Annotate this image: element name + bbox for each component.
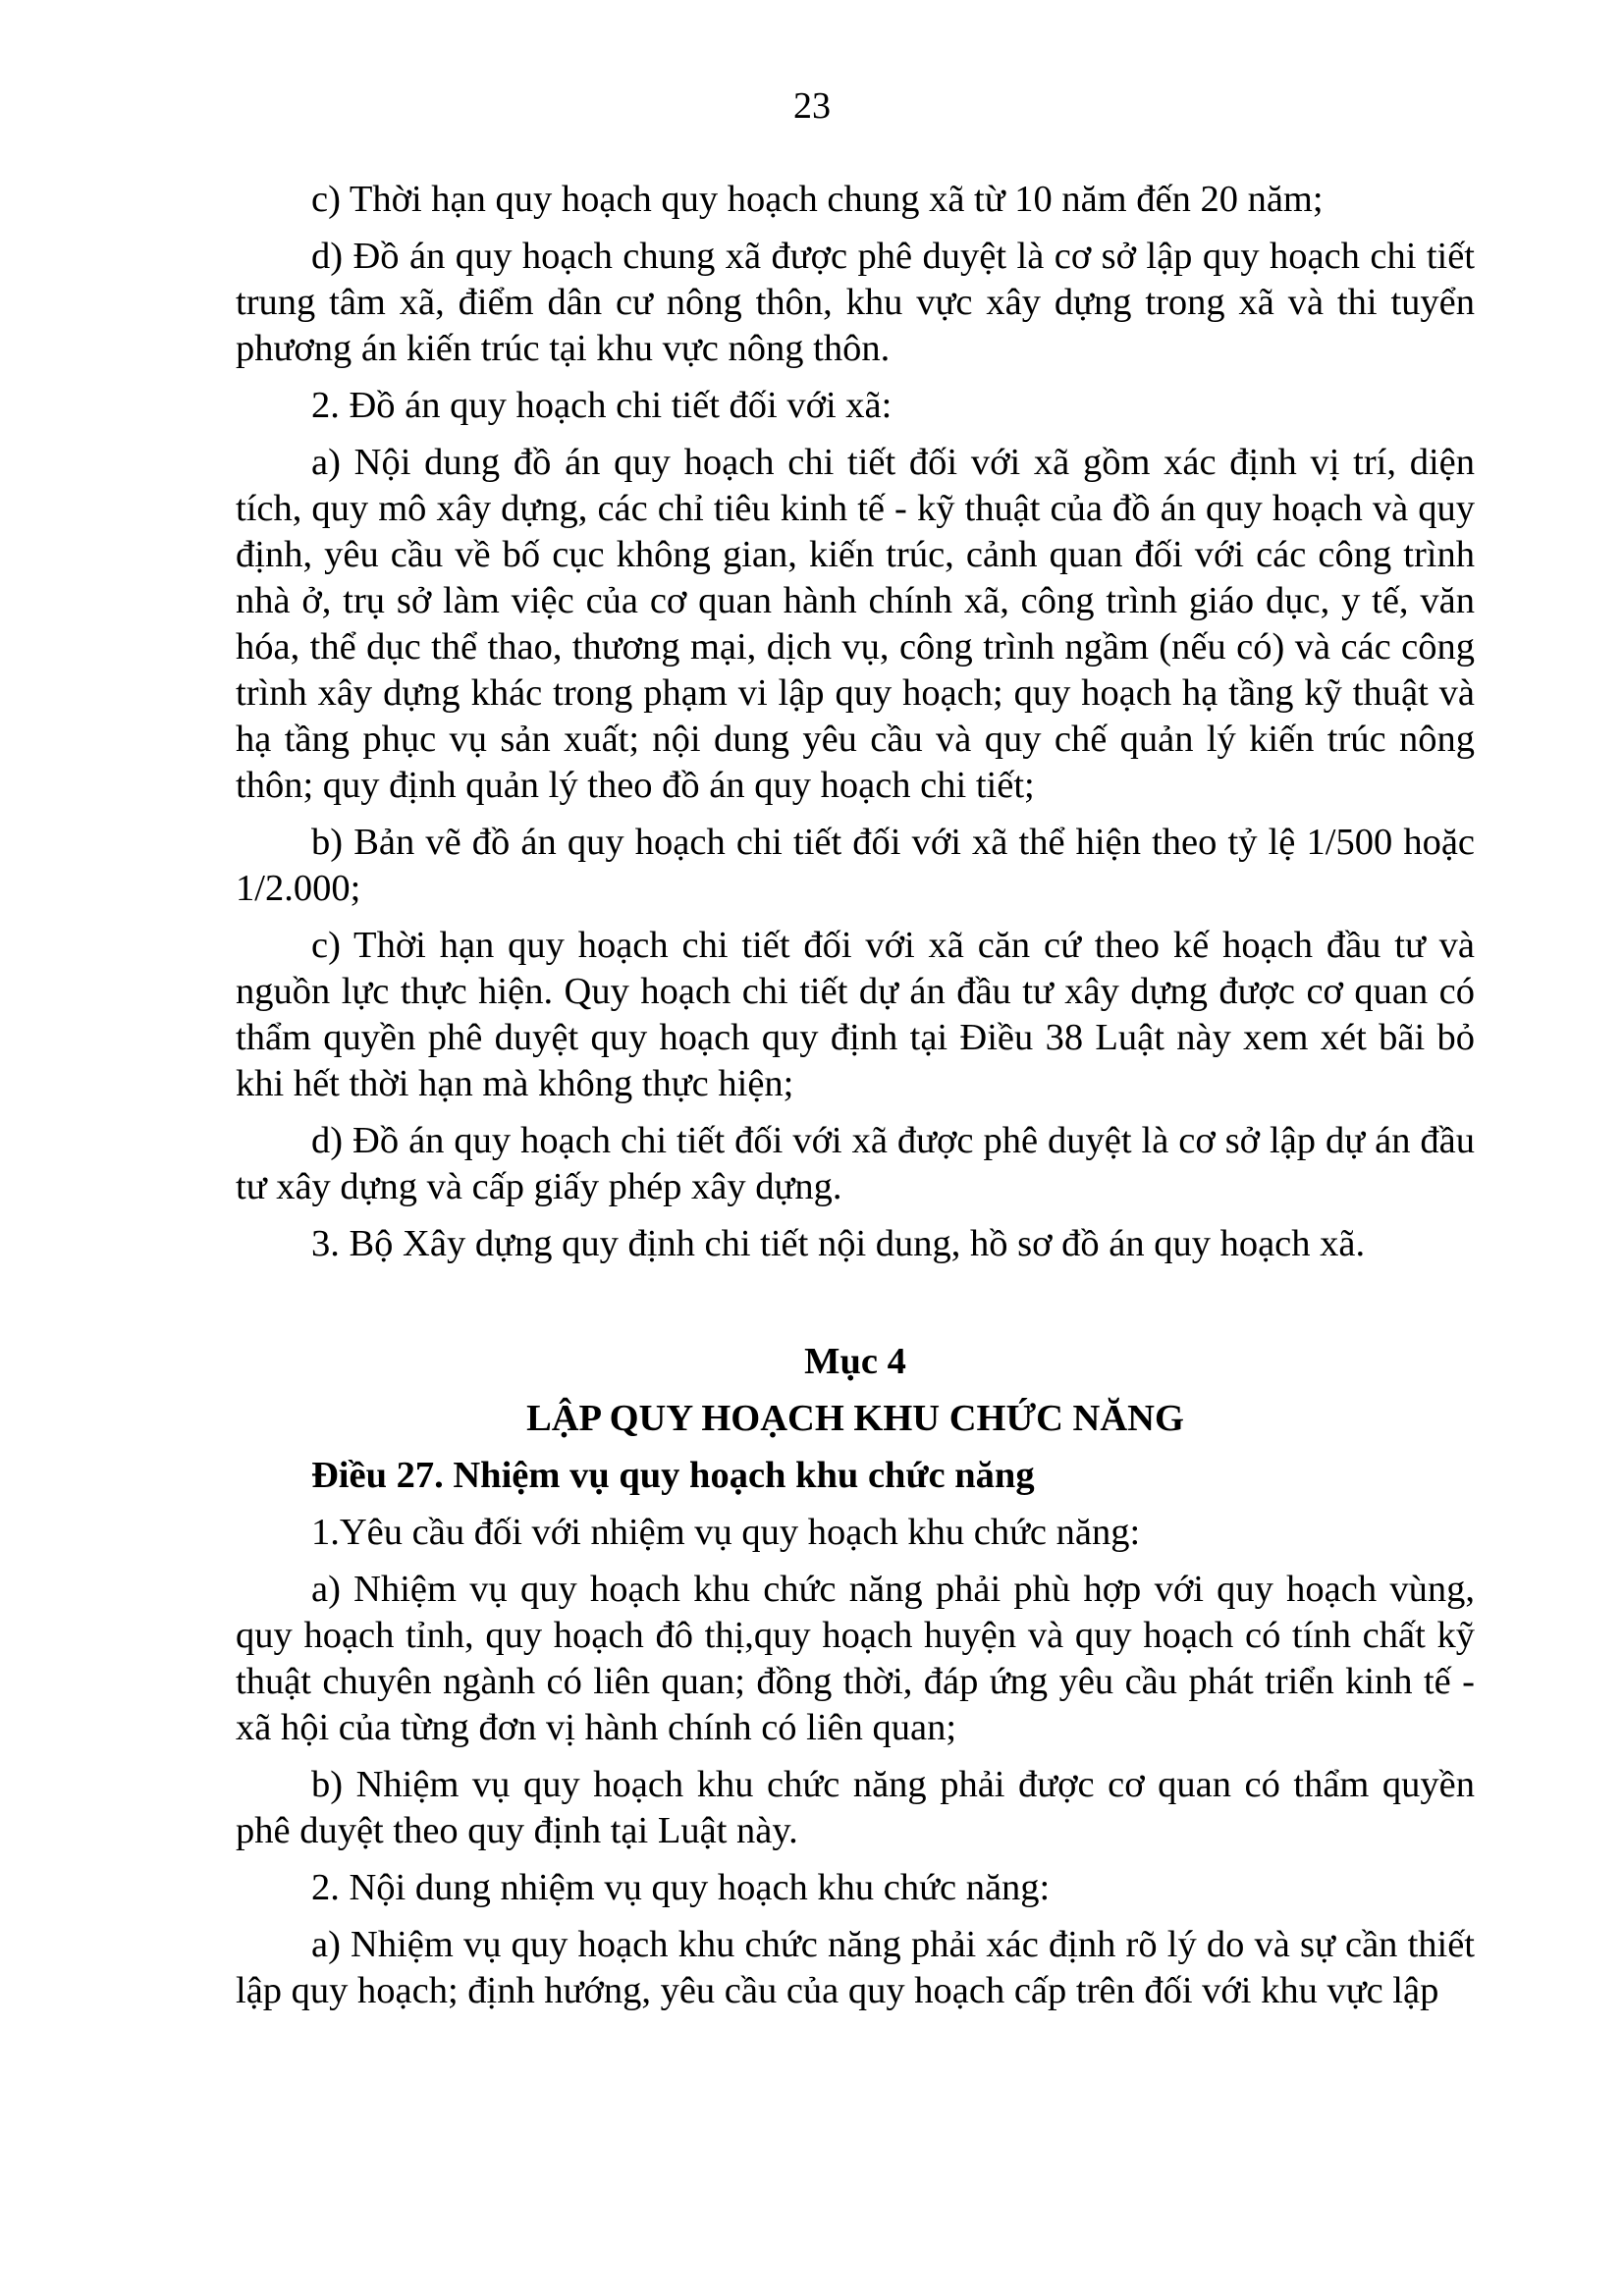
article-heading: Điều 27. Nhiệm vụ quy hoạch khu chức năng <box>311 1455 1035 1496</box>
document-body <box>236 177 1475 2025</box>
paragraph: c) Thời hạn quy hoạch chi tiết đối với xã căn cứ theo kế hoạch đầu tư và nguồn lực thực hiện. Quy hoạch chi tiết dự án đầu tư xây dựng được cơ quan có thẩm quyền phê duyệt quy hoạch quy định tại Điều 38 Luật này xem xét bãi bỏ khi hết thời hạn mà không thực hiện; <box>236 925 1475 1104</box>
section-number: Mục 4 <box>804 1341 906 1382</box>
paragraph: 2. Đồ án quy hoạch chi tiết đối với xã: <box>311 385 893 426</box>
paragraph: a) Nội dung đồ án quy hoạch chi tiết đối với xã gồm xác định vị trí, diện tích, quy mô xây dựng, các chỉ tiêu kinh tế - kỹ thuật của đồ án quy hoạch và quy định, yêu cầu về bố cục không gian, kiến trúc, cảnh quan đối với các công trình nhà ở, trụ sở làm việc của cơ quan hành chính xã, công trình giáo dục, y tế, văn hóa, thể dục thể thao, thương mại, dịch vụ, công trình ngầm (nếu có) và các công trình xây dựng khác trong phạm vi lập quy hoạch; quy hoạch hạ tầng kỹ thuật và hạ tầng phục vụ sản xuất; nội dung yêu cầu và quy chế quản lý kiến trúc nông thôn; quy định quản lý theo đồ án quy hoạch chi tiết; <box>236 442 1475 806</box>
paragraph: d) Đồ án quy hoạch chi tiết đối với xã được phê duyệt là cơ sở lập dự án đầu tư xây dựng và cấp giấy phép xây dựng. <box>236 1120 1475 1207</box>
paragraph: 3. Bộ Xây dựng quy định chi tiết nội dung, hồ sơ đồ án quy hoạch xã. <box>311 1223 1366 1264</box>
paragraph: b) Nhiệm vụ quy hoạch khu chức năng phải được cơ quan có thẩm quyền phê duyệt theo quy định tại Luật này. <box>236 1764 1475 1851</box>
paragraph: d) Đồ án quy hoạch chung xã được phê duyệt là cơ sở lập quy hoạch chi tiết trung tâm xã, điểm dân cư nông thôn, khu vực xây dựng trong xã và thi tuyển phương án kiến trúc tại khu vực nông thôn. <box>236 236 1475 369</box>
paragraph: a) Nhiệm vụ quy hoạch khu chức năng phải xác định rõ lý do và sự cần thiết lập quy hoạch; định hướng, yêu cầu của quy hoạch cấp trên đối với khu vực lập <box>236 1924 1475 2011</box>
paragraph: b) Bản vẽ đồ án quy hoạch chi tiết đối với xã thể hiện theo tỷ lệ 1/500 hoặc 1/2.000; <box>236 822 1475 909</box>
section-title: LẬP QUY HOẠCH KHU CHỨC NĂNG <box>526 1398 1184 1439</box>
paragraph: a) Nhiệm vụ quy hoạch khu chức năng phải phù hợp với quy hoạch vùng, quy hoạch tỉnh, quy hoạch đô thị,quy hoạch huyện và quy hoạch có tính chất kỹ thuật chuyên ngành có liên quan; đồng thời, đáp ứng yêu cầu phát triển kinh tế - xã hội của từng đơn vị hành chính có liên quan; <box>236 1569 1475 1748</box>
paragraph: 1.Yêu cầu đối với nhiệm vụ quy hoạch khu chức năng: <box>311 1512 1141 1553</box>
paragraph: c) Thời hạn quy hoạch quy hoạch chung xã từ 10 năm đến 20 năm; <box>311 179 1324 220</box>
paragraph: 2. Nội dung nhiệm vụ quy hoạch khu chức năng: <box>311 1867 1051 1908</box>
page-number: 23 <box>793 85 831 127</box>
section-spacer <box>236 1278 1475 1339</box>
